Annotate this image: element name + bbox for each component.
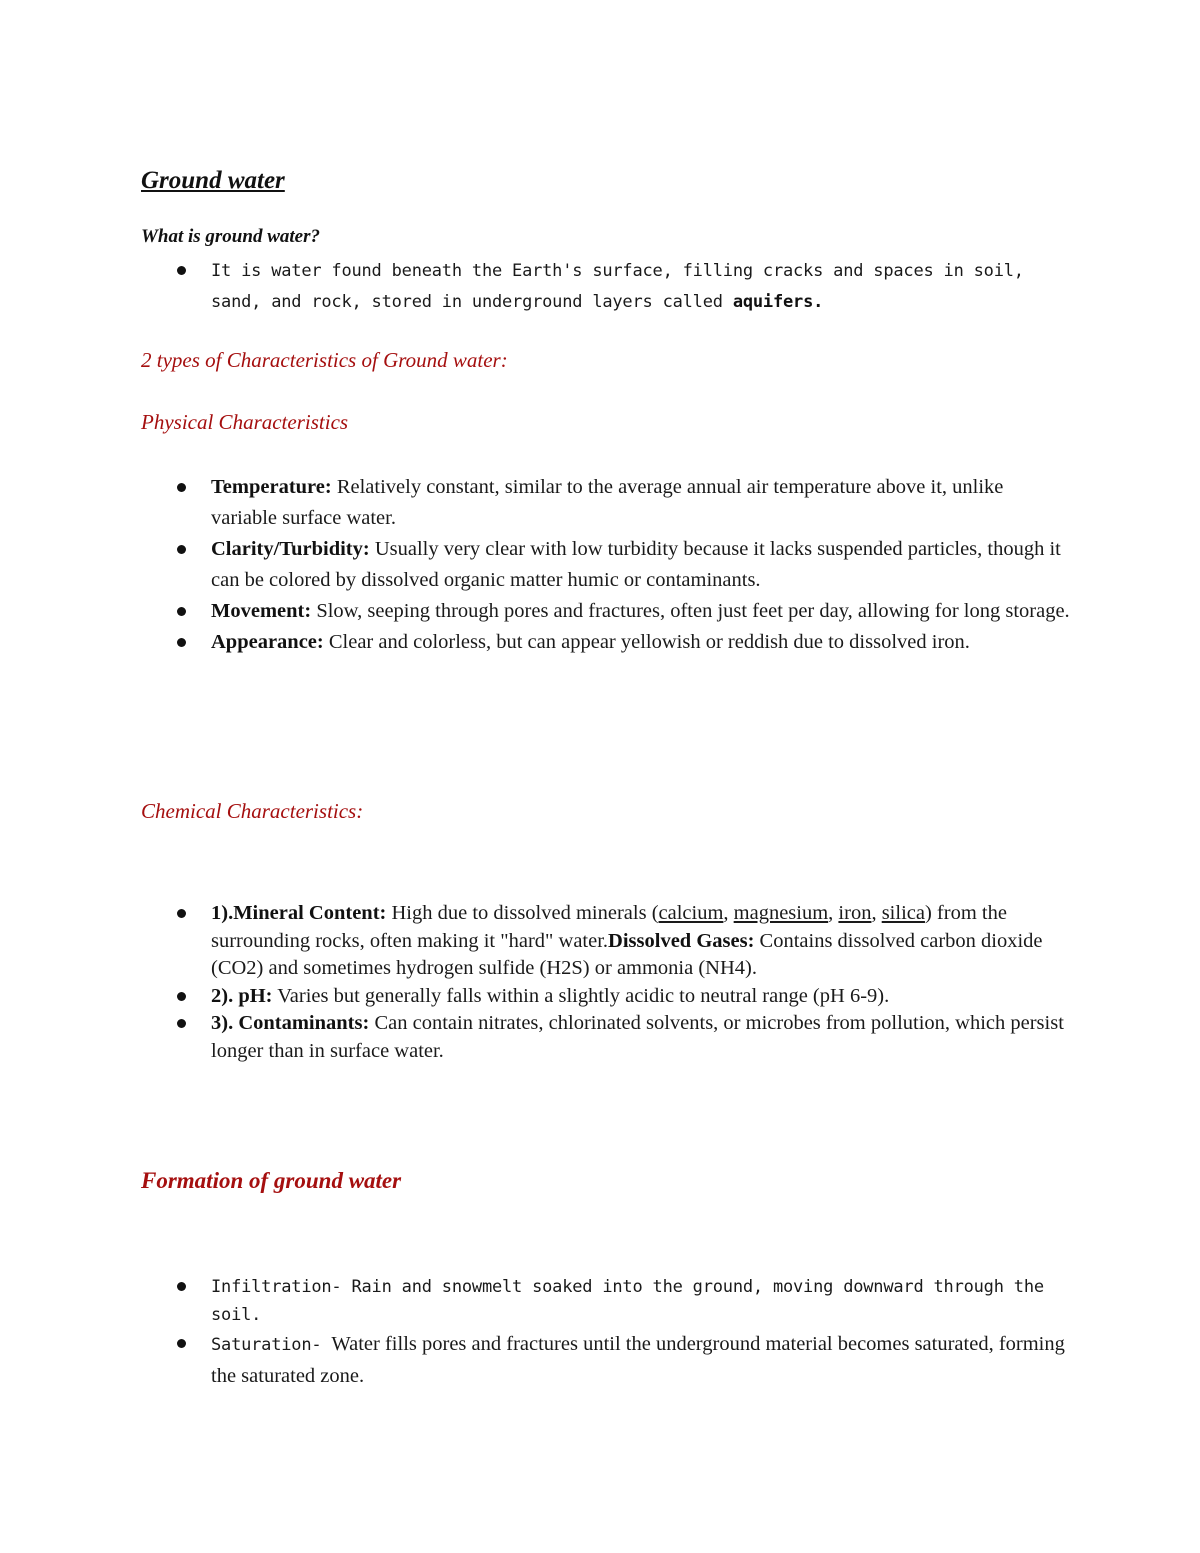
question-heading: What is ground water?	[141, 226, 320, 247]
chemical-list	[170, 900, 1070, 1065]
bullet-icon	[177, 1282, 186, 1291]
list-item: 3). Contaminants: Can contain nitrates, chlorinated solvents, or microbes from pollution, which persist longer than in surface water.	[170, 1010, 1070, 1065]
definition-list	[170, 256, 1070, 318]
list-item: 1).Mineral Content: High due to dissolved minerals (calcium, magnesium, iron, silica) from the surrounding rocks, often making it "hard" water.Dissolved Gases: Contains dissolved carbon dioxide (CO2) and sometimes hydrogen sulfide (H2S) or ammonia (NH4).	[170, 900, 1070, 983]
types-heading: 2 types of Characteristics of Ground water:	[141, 348, 508, 372]
list-item: It is water found beneath the Earth's surface, filling cracks and spaces in soil, sand, and rock, stored in underground layers called aquifers.	[170, 256, 1070, 318]
mineral-link: magnesium	[733, 902, 829, 924]
list-item: Appearance: Clear and colorless, but can appear yellowish or reddish due to dissolved iron.	[170, 627, 1070, 658]
mineral-link: calcium	[658, 902, 724, 924]
page-title: Ground water	[141, 167, 285, 194]
bullet-icon	[177, 1339, 186, 1348]
bullet-icon	[177, 483, 186, 492]
physical-list	[170, 472, 1070, 658]
list-item: Clarity/Turbidity: Usually very clear with low turbidity because it lacks suspended particles, though it can be colored by dissolved organic matter humic or contaminants.	[170, 534, 1070, 596]
bullet-icon	[177, 909, 186, 918]
mineral-link: silica	[881, 902, 925, 924]
list-item: Infiltration- Rain and snowmelt soaked into the ground, moving downward through the soil.	[170, 1273, 1070, 1329]
bullet-icon	[177, 607, 186, 616]
list-item: Saturation- Water fills pores and fractures until the underground material becomes saturated, forming the saturated zone.	[170, 1329, 1070, 1392]
bullet-icon	[177, 545, 186, 554]
chemical-heading: Chemical Characteristics:	[141, 799, 364, 823]
bullet-icon	[177, 638, 186, 647]
bullet-icon	[177, 266, 186, 275]
list-item: 2). pH: Varies but generally falls within a slightly acidic to neutral range (pH 6-9).	[170, 983, 1070, 1011]
formation-list	[170, 1273, 1070, 1392]
bullet-icon	[177, 992, 186, 1001]
list-item: Temperature: Relatively constant, similar to the average annual air temperature above it, unlike variable surface water.	[170, 472, 1070, 534]
physical-heading: Physical Characteristics	[141, 410, 349, 434]
list-item: Movement: Slow, seeping through pores and fractures, often just feet per day, allowing for long storage.	[170, 596, 1070, 627]
formation-heading: Formation of ground water	[141, 1168, 402, 1193]
bullet-icon	[177, 1019, 186, 1028]
mineral-link: iron	[838, 902, 872, 924]
